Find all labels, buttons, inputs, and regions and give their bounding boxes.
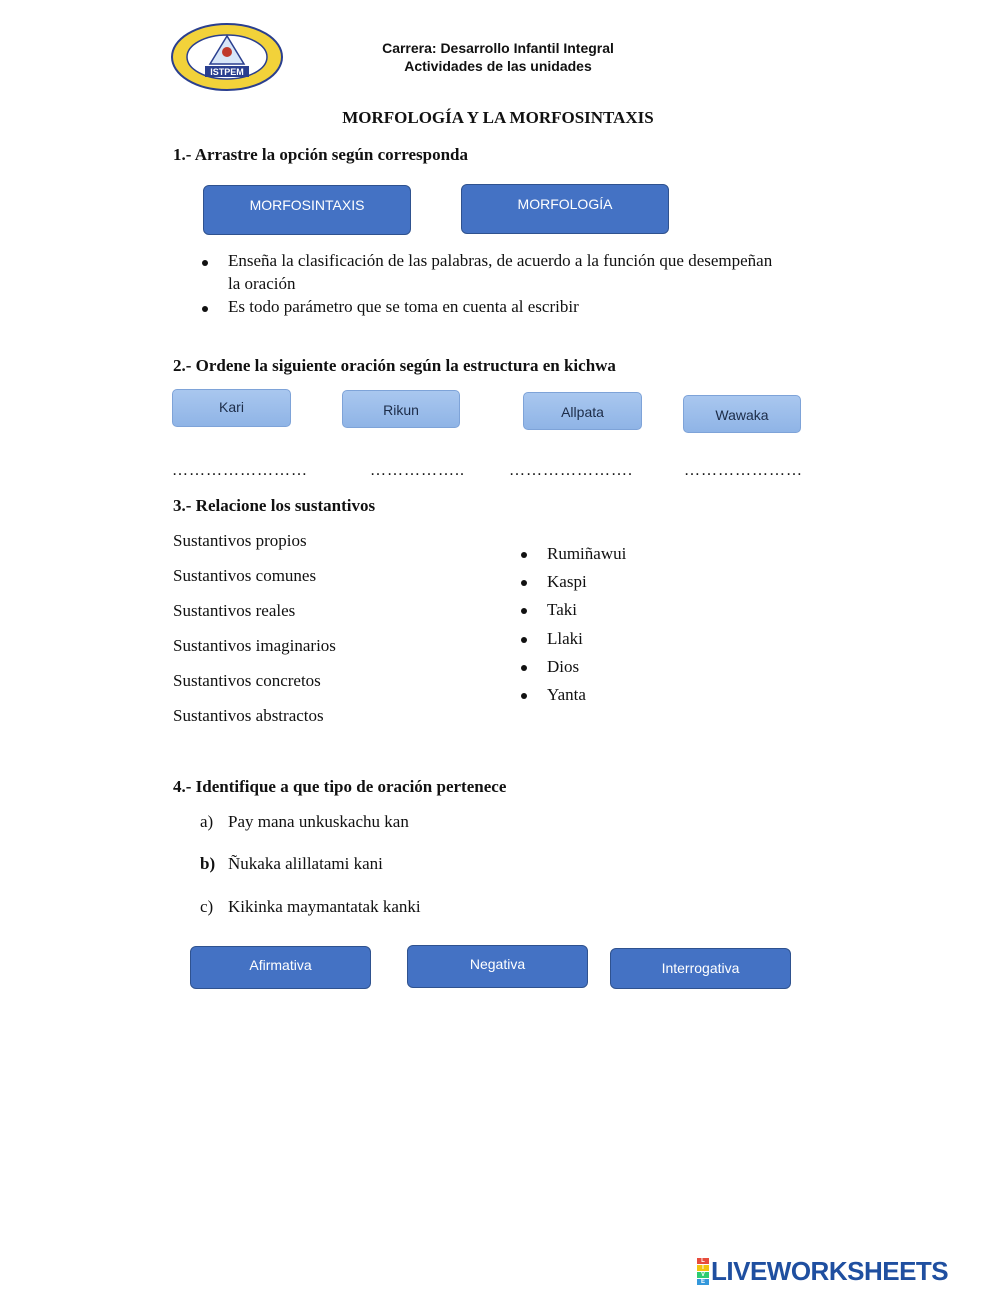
career-name: Carrera: Desarrollo Infantil Integral bbox=[382, 40, 614, 56]
noun-type-item[interactable]: Sustantivos comunes bbox=[173, 566, 317, 585]
noun-type-item[interactable]: Sustantivos propios bbox=[173, 531, 307, 550]
bullet-dot bbox=[521, 608, 527, 614]
sentence-item[interactable]: Kikinka maymantatak kanki bbox=[228, 897, 421, 916]
answer-blank-3[interactable]: …………………. bbox=[509, 462, 633, 479]
logo-text: ISTPEM bbox=[210, 67, 244, 77]
bullet-dot bbox=[521, 552, 527, 558]
noun-type-item[interactable]: Sustantivos concretos bbox=[173, 671, 321, 690]
q2-heading: 2.- Ordene la siguiente oración según la estructura en kichwa bbox=[173, 356, 616, 375]
page-title: MORFOLOGÍA Y LA MORFOSINTAXIS bbox=[342, 108, 654, 127]
option-afirmativa[interactable]: Afirmativa bbox=[190, 946, 371, 989]
bullet-dot bbox=[521, 637, 527, 643]
noun-example-item[interactable]: Rumiñawui bbox=[547, 544, 627, 563]
brand-block-l: L bbox=[697, 1258, 709, 1264]
option-negativa[interactable]: Negativa bbox=[407, 945, 588, 988]
q1-item-2: Es todo parámetro que se toma en cuenta al escribir bbox=[228, 297, 579, 316]
word-rikun[interactable]: Rikun bbox=[342, 390, 460, 428]
q1-heading: 1.- Arrastre la opción según corresponda bbox=[173, 145, 468, 164]
word-kari[interactable]: Kari bbox=[172, 389, 291, 427]
page-subtitle: Actividades de las unidades bbox=[404, 58, 592, 74]
answer-blank-2[interactable]: …………….. bbox=[370, 462, 465, 479]
option-morfosintaxis[interactable]: MORFOSINTAXIS bbox=[203, 185, 411, 235]
bullet-dot bbox=[521, 693, 527, 699]
answer-blank-4[interactable]: ………………… bbox=[684, 462, 803, 479]
sentence-letter: b) bbox=[200, 854, 216, 873]
q3-heading: 3.- Relacione los sustantivos bbox=[173, 496, 376, 515]
q4-heading: 4.- Identifique a que tipo de oración pertenece bbox=[173, 777, 507, 796]
noun-type-item[interactable]: Sustantivos abstractos bbox=[173, 706, 324, 725]
word-wawaka[interactable]: Wawaka bbox=[683, 395, 801, 433]
sentence-letter: a) bbox=[200, 812, 214, 831]
bullet-dot bbox=[521, 665, 527, 671]
noun-example-item[interactable]: Yanta bbox=[547, 685, 586, 704]
brand-blocks-icon bbox=[697, 1258, 709, 1285]
noun-example-item[interactable]: Llaki bbox=[547, 629, 583, 648]
bullet-dot bbox=[202, 306, 208, 312]
noun-type-item[interactable]: Sustantivos imaginarios bbox=[173, 636, 336, 655]
noun-example-item[interactable]: Dios bbox=[547, 657, 580, 676]
brand-block-e: E bbox=[697, 1279, 709, 1285]
institute-logo bbox=[170, 22, 284, 92]
brand-block-v: V bbox=[697, 1272, 709, 1278]
q1-item-1: Enseña la clasificación de las palabras, de acuerdo a la función que desempeñan bbox=[228, 251, 773, 270]
noun-example-item[interactable]: Kaspi bbox=[547, 572, 587, 591]
answer-blank-1[interactable]: …………………… bbox=[172, 462, 308, 479]
sentence-item[interactable]: Ñukaka alillatami kani bbox=[228, 854, 383, 873]
option-morfologia[interactable]: MORFOLOGÍA bbox=[461, 184, 669, 234]
option-interrogativa[interactable]: Interrogativa bbox=[610, 948, 791, 989]
sentence-letter: c) bbox=[200, 897, 214, 916]
bullet-dot bbox=[521, 580, 527, 586]
header-text bbox=[300, 39, 696, 75]
word-allpata[interactable]: Allpata bbox=[523, 392, 642, 430]
bullet-dot bbox=[202, 260, 208, 266]
noun-type-item[interactable]: Sustantivos reales bbox=[173, 601, 296, 620]
brand-name: LIVEWORKSHEETS bbox=[711, 1255, 949, 1286]
brand-block-i: I bbox=[697, 1265, 709, 1271]
sentence-item[interactable]: Pay mana unkuskachu kan bbox=[228, 812, 409, 831]
q1-item-1-cont: la oración bbox=[228, 274, 296, 293]
noun-example-item[interactable]: Taki bbox=[547, 600, 577, 619]
liveworksheets-logo bbox=[697, 1256, 948, 1286]
